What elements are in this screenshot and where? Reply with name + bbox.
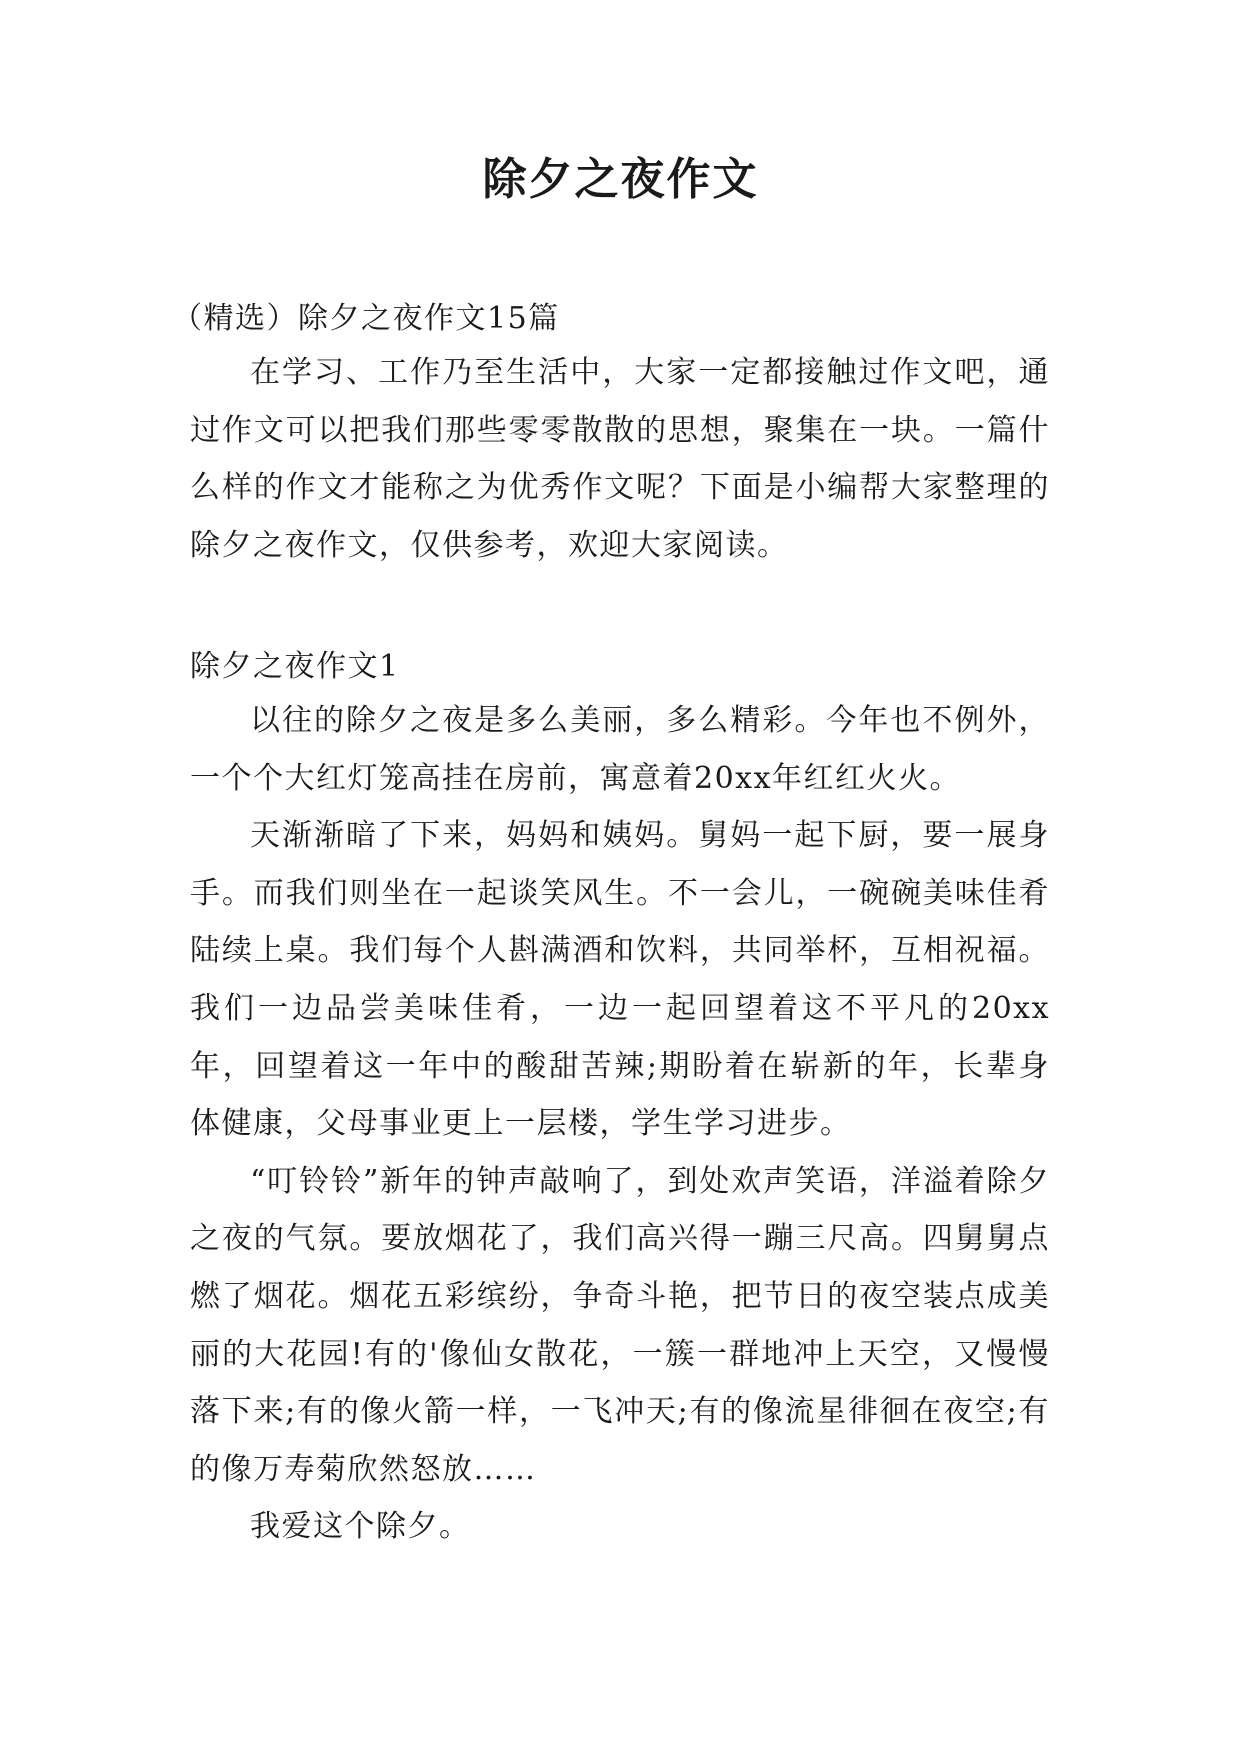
- intro-section: [190, 344, 1050, 574]
- essay-paragraph: 以往的除夕之夜是多么美丽，多么精彩。今年也不例外，一个个大红灯笼高挂在房前，寓意着20xx年红红火火。: [190, 703, 1050, 796]
- document-subtitle: （精选）除夕之夜作文15篇: [172, 301, 560, 336]
- essay-body: [190, 692, 1050, 1556]
- essay-paragraph: 天渐渐暗了下来，妈妈和姨妈。舅妈一起下厨，要一展身手。而我们则坐在一起谈笑风生。不一会儿，一碗碗美味佳肴陆续上桌。我们每个人斟满酒和饮料，共同举杯，互相祝福。我们一边品尝美味佳肴，一边一起回望着这不平凡的20xx年，回望着这一年中的酸甜苦辣;期盼着在崭新的年，长辈身体健康，父母事业更上一层楼，学生学习进步。: [190, 818, 1050, 1142]
- essay-heading: 除夕之夜作文1: [190, 649, 400, 684]
- essay-paragraph: “叮铃铃”新年的钟声敲响了，到处欢声笑语，洋溢着除夕之夜的气氛。要放烟花了，我们高兴得一蹦三尺高。四舅舅点燃了烟花。烟花五彩缤纷，争奇斗艳，把节日的夜空装点成美丽的大花园!有的'像仙女散花，一簇一群地冲上天空，又慢慢落下来;有的像火箭一样，一飞冲天;有的像流星徘徊在夜空;有的像万寿菊欣然怒放……: [190, 1163, 1050, 1487]
- document-title: 除夕之夜作文: [482, 154, 759, 205]
- essay-paragraph: 我爱这个除夕。: [250, 1509, 471, 1545]
- intro-paragraph: 在学习、工作乃至生活中，大家一定都接触过作文吧，通过作文可以把我们那些零零散散的思想，聚集在一块。一篇什么样的作文才能称之为优秀作文呢？下面是小编帮大家整理的除夕之夜作文，仅供参考，欢迎大家阅读。: [190, 355, 1050, 563]
